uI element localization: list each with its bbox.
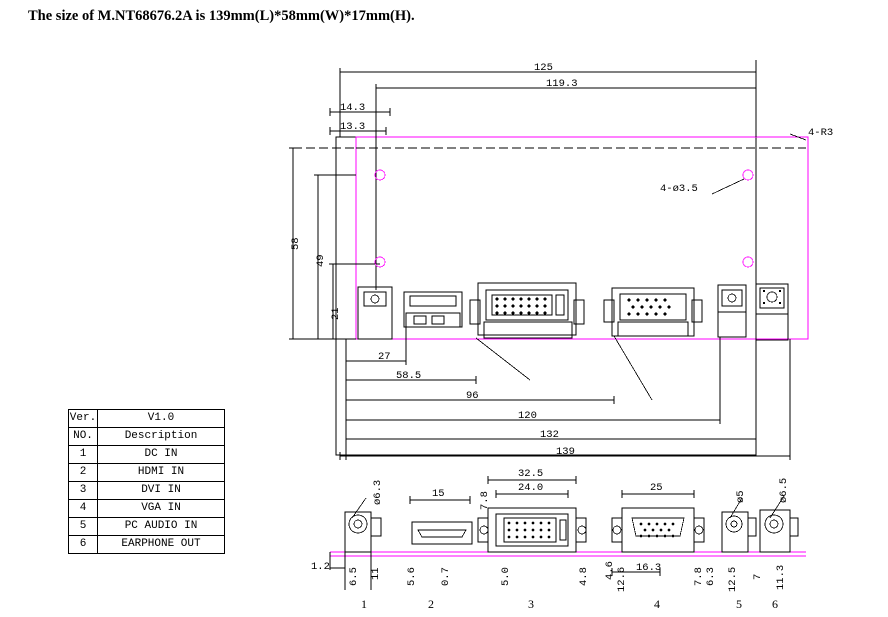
dim-4-6: 4.6 (604, 561, 616, 580)
legend-row-desc: DC IN (98, 446, 225, 464)
dim-12-6: 12.6 (616, 566, 628, 592)
dim-7-8b: 7.8 (693, 567, 705, 586)
dim-125: 125 (534, 62, 553, 74)
legend-row-no: 3 (69, 482, 98, 500)
dim-24-0: 24.0 (518, 482, 544, 494)
legend-row-desc: VGA IN (98, 500, 225, 518)
note-4-r3: 4-R3 (808, 127, 834, 139)
legend-row-no: 5 (69, 518, 98, 536)
dim-120: 120 (518, 410, 537, 422)
dim-15: 15 (432, 488, 445, 500)
dim-27: 27 (378, 351, 391, 363)
connector-number-1: 1 (361, 597, 367, 611)
dim-6-5: 6.5 (348, 567, 360, 586)
dim-12-5: 12.5 (727, 566, 739, 592)
dim-0-7: 0.7 (440, 567, 452, 586)
connector-number-5: 5 (736, 597, 742, 611)
dim-58: 58 (290, 237, 302, 250)
legend-row-desc: EARPHONE OUT (98, 536, 225, 554)
legend-row-no: 1 (69, 446, 98, 464)
legend-row-desc: HDMI IN (98, 464, 225, 482)
dim-5-6: 5.6 (406, 567, 418, 586)
legend-version-label: Ver. (69, 410, 98, 428)
dim-49: 49 (315, 254, 327, 267)
legend-col-no: NO. (69, 428, 98, 446)
connector-number-6: 6 (772, 597, 778, 611)
dim-dia-6-3: ø6.3 (372, 479, 384, 505)
legend-col-description: Description (98, 428, 225, 446)
dim-21: 21 (330, 307, 342, 320)
dim-11: 11 (370, 567, 382, 580)
legend-row-desc: PC AUDIO IN (98, 518, 225, 536)
dim-16-3: 16.3 (636, 562, 662, 574)
dim-13-3: 13.3 (340, 121, 366, 133)
connector-number-4: 4 (654, 597, 660, 611)
legend-row-no: 4 (69, 500, 98, 518)
dim-7b: 7 (752, 573, 764, 580)
legend-row-no: 2 (69, 464, 98, 482)
dim-dia-6-5: ø6.5 (778, 477, 790, 503)
note-4-dia-3-5: 4-ø3.5 (660, 183, 698, 195)
dim-32-5: 32.5 (518, 468, 544, 480)
dim-139: 139 (556, 446, 575, 458)
dim-132: 132 (540, 429, 559, 441)
connector-number-2: 2 (428, 597, 434, 611)
dim-119-3: 119.3 (546, 78, 578, 90)
legend-row-desc: DVI IN (98, 482, 225, 500)
dim-4-8: 4.8 (578, 567, 590, 586)
legend-row-no: 6 (69, 536, 98, 554)
dim-25: 25 (650, 482, 663, 494)
connector-number-3: 3 (528, 597, 534, 611)
dim-58-5: 58.5 (396, 370, 422, 382)
dim-5-0: 5.0 (500, 567, 512, 586)
dim-11-3: 11.3 (775, 564, 787, 590)
dim-6-3b: 6.3 (705, 567, 717, 586)
dim-14-3: 14.3 (340, 102, 366, 114)
dim-96: 96 (466, 390, 479, 402)
dim-1-2: 1.2 (311, 561, 330, 573)
dim-dia-5: ø5 (735, 490, 747, 503)
dim-7-8: 7.8 (479, 491, 491, 510)
page-title: The size of M.NT68676.2A is 139mm(L)*58mm(W)*17mm(H). (28, 8, 415, 24)
legend-version-value: V1.0 (98, 410, 225, 428)
